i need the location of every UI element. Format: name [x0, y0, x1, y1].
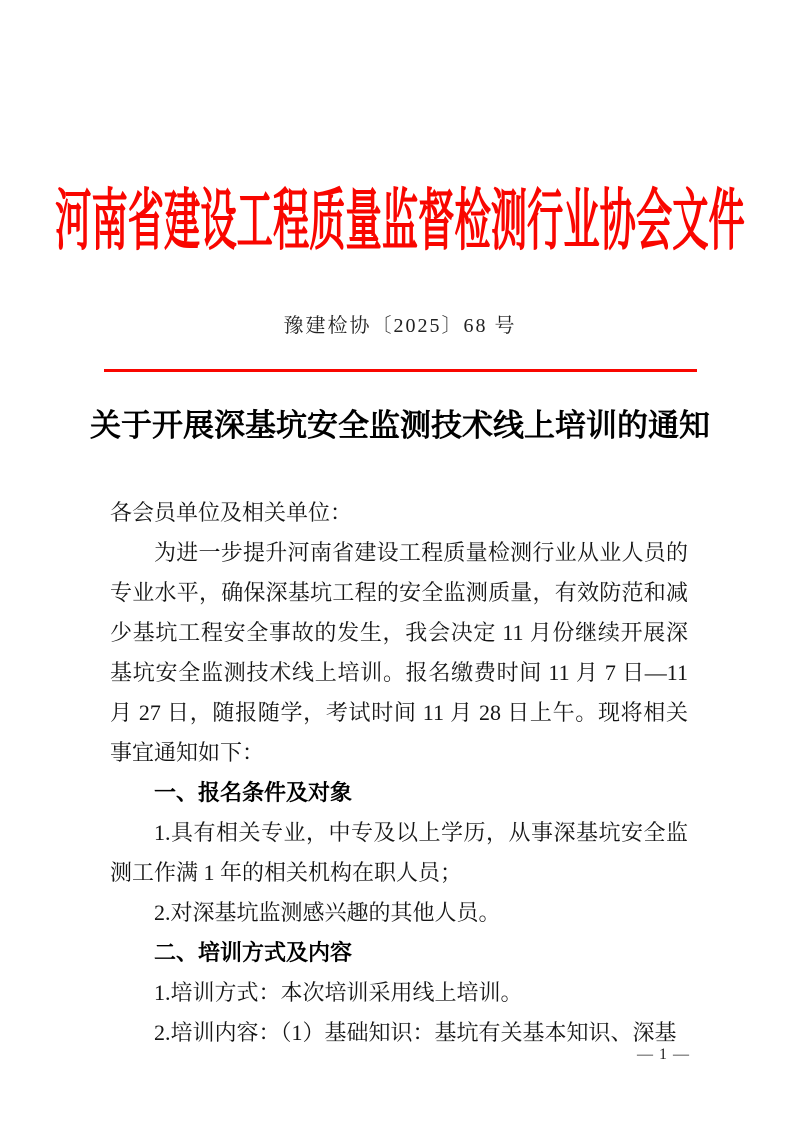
org-letterhead-title: 河南省建设工程质量监督检测行业协会文件 — [55, 184, 745, 259]
salutation: 各会员单位及相关单位： — [110, 499, 353, 525]
section-2-item-1: 1.培训方式：本次培训采用线上培训。 — [154, 979, 523, 1005]
doc-reference-number: 豫建检协〔2025〕68 号 — [283, 314, 517, 337]
section-1-item-2: 2.对深基坑监测感兴趣的其他人员。 — [154, 899, 501, 925]
letterhead — [0, 0, 800, 259]
page-number: — 1 — — [637, 1046, 690, 1063]
notice-body — [110, 493, 688, 1053]
section-heading-1: 一、报名条件及对象 — [154, 779, 353, 805]
section-1-item-1: 1.具有相关专业，中专及以上学历，从事深基坑安全监测工作满 1 年的相关机构在职人员； — [110, 819, 688, 885]
section-2-item-2: 2.培训内容：（1）基础知识：基坑有关基本知识、深基 — [154, 1019, 677, 1045]
section-heading-2: 二、培训方式及内容 — [154, 939, 353, 965]
red-separator-line — [104, 369, 697, 372]
notice-title: 关于开展深基坑安全监测技术线上培训的通知 — [90, 407, 710, 443]
intro-paragraph: 为进一步提升河南省建设工程质量检测行业从业人员的专业水平，确保深基坑工程的安全监测质量，有效防范和减少基坑工程安全事故的发生，我会决定 11 月份继续开展深基坑安全监测技术线上培训。报名缴费时间 11 月 7 日—11 月 27 日，随报随学，考试时间 11 月 28 日上午。现将相关事宜通知如下： — [110, 539, 688, 765]
